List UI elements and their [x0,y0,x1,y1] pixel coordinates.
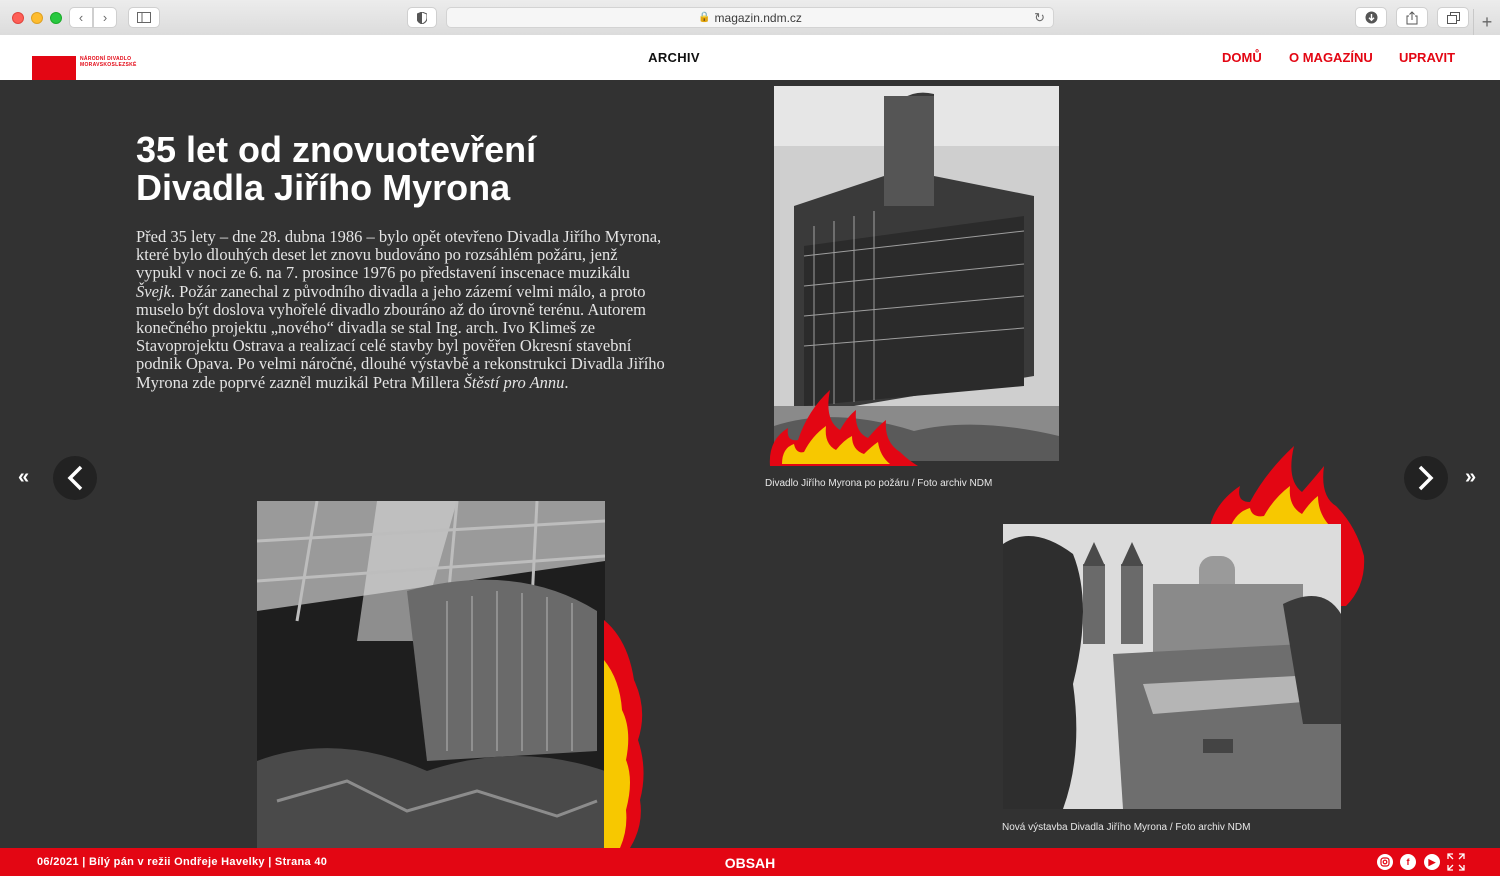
youtube-icon[interactable]: ▶ [1424,854,1440,870]
instagram-icon[interactable] [1377,854,1393,870]
share-icon [1406,11,1418,25]
photo-burnt-interior [257,501,605,848]
article-title-line-1: 35 let od znovuotevření [136,129,537,170]
article-body [136,228,666,392]
article-body-emphasis: Švejk [136,281,171,301]
flame-decoration-left [604,620,648,848]
footer-bar [0,848,1500,876]
logo-line-1: NÁRODNÍ DIVADLO [80,56,132,62]
flame-decoration-top [768,380,918,468]
contents-button[interactable]: OBSAH [724,855,776,871]
article-body-emphasis: Štěstí pro Annu [463,372,565,392]
last-page-button[interactable]: » [1465,466,1477,488]
chevron-left-icon: ‹ [78,10,84,25]
photo-new-construction [1003,524,1341,809]
downloads-button[interactable] [1355,7,1387,28]
address-bar[interactable] [446,7,1054,28]
burnt-interior-photo [257,501,605,848]
sidebar-icon [137,12,151,23]
sidebar-toggle-button[interactable] [128,7,160,28]
article-body-text: . [564,372,569,392]
facebook-icon[interactable]: f [1400,854,1416,870]
logo-line-2: MORAVSKOSLEZSKÉ [80,62,137,68]
forward-button[interactable] [93,7,117,28]
tabs-icon [1447,12,1460,24]
nav-home-link[interactable]: DOMŮ [1222,50,1262,65]
article-title [136,131,696,207]
fullscreen-icon[interactable] [1447,853,1465,871]
tab-overview-button[interactable] [1437,7,1469,28]
download-icon [1365,11,1378,24]
back-button[interactable] [69,7,93,28]
new-construction-photo [1003,524,1341,809]
caption-top-photo: Divadlo Jiřího Myrona po požáru / Foto archiv NDM [765,478,993,489]
zoom-window-button[interactable] [50,12,62,24]
close-window-button[interactable] [12,12,24,24]
share-button[interactable] [1396,7,1428,28]
nav-edit-link[interactable]: UPRAVIT [1399,50,1456,65]
browser-toolbar [0,0,1500,36]
issue-info: 06/2021 | Bílý pán v režii Ondřeje Havelky | Strana 40 [37,856,328,868]
first-page-button[interactable]: « [18,466,30,488]
next-page-button[interactable] [1404,456,1448,500]
shield-icon [417,12,427,24]
nav-about-link[interactable]: O MAGAZÍNU [1289,50,1373,65]
chevron-right-icon [1417,465,1435,491]
url-text: magazin.ndm.cz [714,10,802,25]
page-section-title: ARCHIV [648,50,700,65]
instagram-glyph [1380,857,1390,867]
article-page [0,80,1500,848]
article-body-text: Před 35 lety – dne 28. dubna 1986 – bylo opět otevřeno Divadla Jiřího Myrona, které bylo dlouhých deset let znovu budováno po rozsáhlém požáru, jenž vypukl v noci ze 6. na 7. prosince 1976 po představení inscenace muzikálu [136,227,662,283]
article-body-text: . Požár zanechal z původního divadla a jeho zázemí velmi málo, a proto muselo být doslova vyhořelé divadlo zbouráno až do úrovně terénu. Autorem konečného projektu „nového“ divadla se stal Ing. arch. Ivo Klimeš ze Stavoprojektu Ostrava a realizací celé stavby byl pověřen Okresní stavební podnik Opava. Po velmi náročné, dlouhé výstavbě a rekonstrukci Divadla Jiřího Myrona zde poprvé zazněl muzikál Petra Millera [136,281,665,392]
reload-icon[interactable]: ↻ [1034,10,1045,25]
chevron-left-icon [66,465,84,491]
previous-page-button[interactable] [53,456,97,500]
plus-icon: + [1481,11,1493,32]
lock-icon: 🔒 [698,12,711,23]
chevron-right-icon: › [102,10,108,25]
article-title-line-2: Divadla Jiřího Myrona [136,167,511,208]
new-tab-button[interactable] [1473,9,1500,35]
minimize-window-button[interactable] [31,12,43,24]
caption-right-photo: Nová výstavba Divadla Jiřího Myrona / Foto archiv NDM [1002,822,1251,833]
privacy-shield-button[interactable] [407,7,437,28]
